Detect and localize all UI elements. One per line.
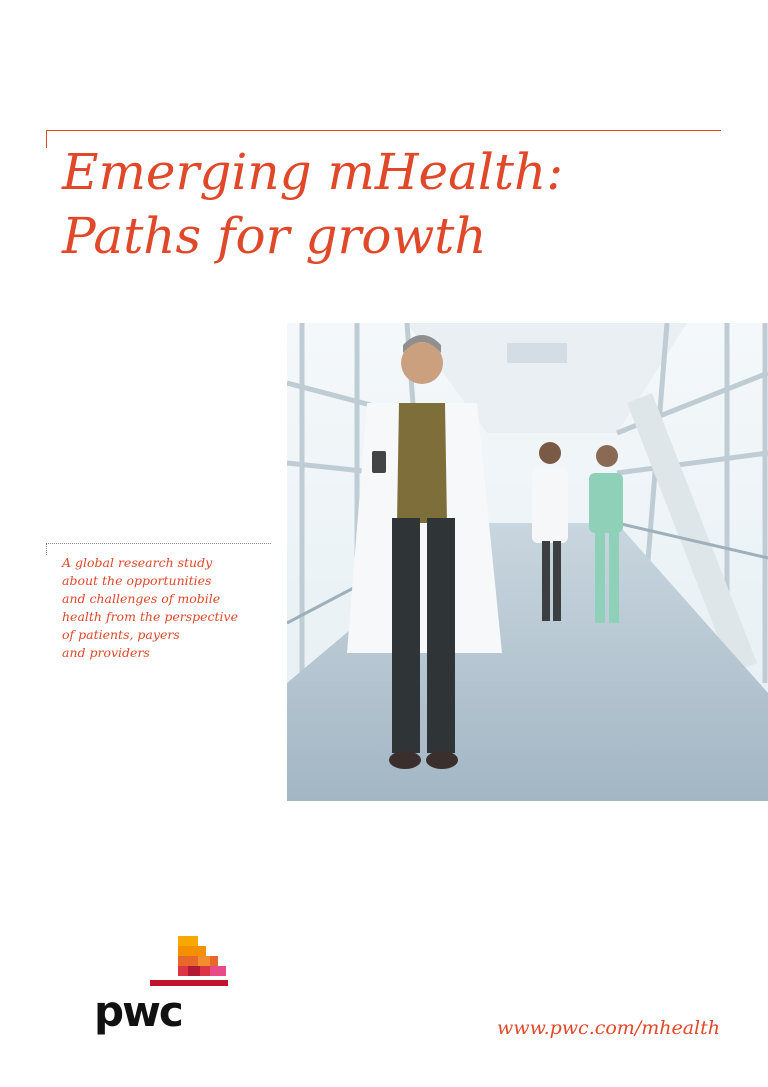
subtitle-line: health from the perspective [62, 609, 239, 624]
top-rule [46, 130, 721, 131]
subtitle [62, 554, 284, 662]
cover-photo [287, 323, 768, 801]
pwc-logo [90, 936, 235, 1046]
subtitle-line: A global research study [62, 555, 213, 570]
top-rule-tick [46, 130, 47, 148]
title-line-2: Paths for growth [62, 207, 487, 265]
title-line-1: Emerging mHealth: [62, 143, 564, 201]
subtitle-line: and providers [62, 645, 150, 660]
subtitle-line: about the opportunities [62, 573, 212, 588]
subtitle-line: of patients, payers [62, 627, 180, 642]
page-title [62, 140, 722, 268]
subtitle-line: and challenges of mobile [62, 591, 221, 606]
subtitle-rule-tick [46, 543, 47, 555]
pwc-logo-mark [150, 936, 230, 986]
website-link[interactable]: www.pwc.com/mhealth [497, 1017, 720, 1039]
cover-photo-illustration [287, 323, 768, 801]
pwc-logo-text: pwc [94, 987, 182, 1036]
subtitle-rule [46, 543, 271, 544]
